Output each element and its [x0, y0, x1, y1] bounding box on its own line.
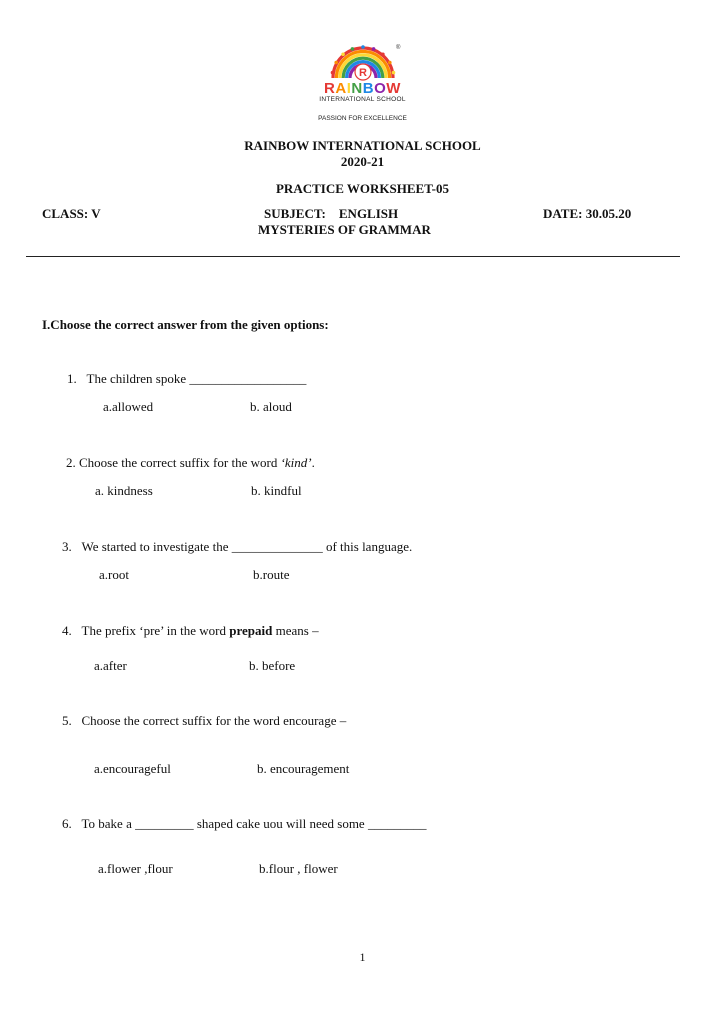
subject-label: SUBJECT: ENGLISH [264, 206, 399, 221]
question-emphasis: ‘kind’ [280, 455, 312, 470]
question-text: Choose the correct suffix for the word encourage – [81, 713, 347, 728]
question-text: To bake a _________ shaped cake uou will need some _________ [81, 816, 427, 831]
question-number: 2. [66, 455, 76, 470]
crayon-tip [334, 61, 338, 65]
question-text: Choose the correct suffix for the word [79, 455, 281, 470]
brand-letter: A [335, 80, 347, 97]
option-a: a.flower ,flour [98, 861, 173, 876]
crayon-tip [341, 53, 345, 57]
crayon-tip [331, 71, 335, 75]
brand-letter: I [346, 80, 352, 97]
option-b: b. before [249, 658, 296, 673]
option-a: a. kindness [95, 483, 153, 498]
option-a: a.allowed [103, 399, 154, 414]
question-text-end: . [311, 455, 315, 470]
topic-title: MYSTERIES OF GRAMMAR [258, 222, 431, 237]
question-number: 6. [62, 816, 72, 831]
logo-brand-name [300, 80, 425, 97]
question-number: 3. [62, 539, 72, 554]
brand-letter: O [374, 80, 387, 97]
option-a: a.after [94, 658, 127, 673]
brand-letter: B [362, 80, 375, 97]
option-b: b. encouragement [257, 761, 350, 776]
question-text: The children spoke __________________ [86, 371, 307, 386]
option-b: b.flour , flower [259, 861, 338, 876]
question-1 [67, 371, 306, 387]
option-b: b.route [253, 567, 290, 582]
crayon-tip [392, 71, 396, 75]
session-year: 2020-21 [340, 154, 385, 169]
brand-letter: N [351, 80, 363, 97]
header-divider [26, 256, 680, 257]
crayon-tip [361, 45, 365, 49]
school-name: RAINBOW INTERNATIONAL SCHOOL [244, 138, 481, 153]
question-2 [66, 455, 315, 471]
brand-letter: W [386, 80, 401, 97]
question-5 [62, 713, 346, 729]
registered-mark: ® [396, 45, 401, 51]
section-title: I.Choose the correct answer from the given options: [42, 317, 329, 332]
option-b: b. aloud [250, 399, 292, 414]
date-label: DATE: 30.05.20 [543, 206, 632, 221]
class-label: CLASS: V [42, 206, 101, 221]
question-bold-word: prepaid [229, 623, 273, 638]
question-text-end: means – [272, 623, 319, 638]
option-a: a.root [99, 567, 129, 582]
logo-tagline: PASSION FOR EXCELLENCE [318, 115, 407, 122]
question-3 [62, 539, 412, 555]
question-number: 1. [67, 371, 77, 386]
worksheet-title: PRACTICE WORKSHEET-05 [275, 181, 449, 196]
logo-letter: R [359, 67, 367, 79]
page-number: 1 [359, 950, 366, 964]
option-a: a.encourageful [94, 761, 171, 776]
question-number: 5. [62, 713, 72, 728]
question-number: 4. [62, 623, 72, 638]
question-text: We started to investigate the ______________ of this language. [81, 539, 413, 554]
question-4 [62, 623, 319, 639]
logo-subtitle: INTERNATIONAL SCHOOL [319, 96, 406, 103]
option-b: b. kindful [251, 483, 302, 498]
question-text: The prefix ‘pre’ in the word [81, 623, 230, 638]
crayon-tip [381, 53, 385, 57]
brand-letter: R [324, 80, 336, 97]
crayon-tip [372, 47, 376, 51]
crayon-tip [388, 61, 392, 65]
question-6 [62, 816, 426, 832]
crayon-tip [351, 47, 355, 51]
